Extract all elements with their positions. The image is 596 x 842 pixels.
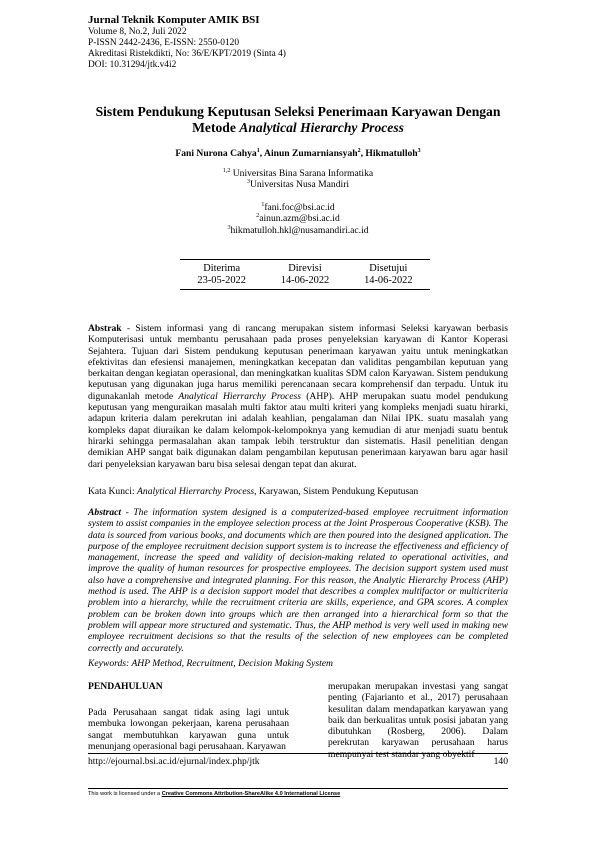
date-received bbox=[180, 263, 263, 287]
affiliation-2-text: Universitas Nusa Mandiri bbox=[249, 179, 350, 191]
date-value: 14-06-2022 bbox=[280, 275, 330, 286]
email-2[interactable] bbox=[88, 213, 508, 224]
email-2-sup: 2 bbox=[256, 213, 260, 220]
author-list bbox=[88, 148, 508, 159]
abstrak-text: - Sistem informasi yang di rancang merupakan sistem informasi Seleksi karyawan berbasis Komputerisasi untuk membantu perusahaan pada proses penyeleksian karyawan di Kantor Koperasi Sejahtera. Tujuan dari Sistem pendukung keputusan penerimaan karyawan yaitu untuk meningkatkan efektivitas dan efesiensi manajemen, meningkatkan kecepatan dan validitas pengambilan keputuan yang berkaitan dengan kegiatan operasional, dan meningkatkan kualitas SDM calon Karyawan. Sistem pendukung keputusan yang digunakan juga harus memiliki perencanaan secara komprehensif dan terpadu. Untuk itu digunakanlah metode bbox=[88, 323, 508, 402]
affiliation-2 bbox=[88, 179, 508, 190]
author-sep-2: , bbox=[360, 148, 366, 159]
author-2: Ainun Zumarniansyah bbox=[264, 148, 358, 159]
kata-kunci-rest: , Karyawan, Sistem Pendukung Keputusan bbox=[254, 486, 419, 497]
author-1-sup: 1 bbox=[256, 148, 260, 154]
date-value: 23-05-2022 bbox=[197, 275, 246, 286]
dates-table bbox=[180, 259, 430, 290]
date-label: Disetujui bbox=[369, 263, 408, 274]
date-label: Diterima bbox=[203, 263, 241, 274]
keywords: Keywords: AHP Method, Recruitment, Decision Making System bbox=[88, 658, 333, 669]
title-line-2 bbox=[60, 120, 536, 136]
affiliations bbox=[88, 168, 508, 191]
abstrak-label: Abstrak bbox=[88, 323, 122, 334]
date-value: 14-06-2022 bbox=[364, 275, 413, 286]
title-line-1: Sistem Pendukung Keputusan Seleksi Penerimaan Karyawan Dengan bbox=[95, 104, 501, 119]
page-footer bbox=[88, 756, 508, 767]
author-sep-1: , bbox=[259, 148, 265, 159]
journal-header bbox=[88, 14, 286, 71]
journal-volume: Volume 8, No.2, Juli 2022 bbox=[88, 27, 187, 37]
license-notice bbox=[88, 788, 508, 797]
section-heading: PENDAHULUAN bbox=[88, 681, 163, 692]
kata-kunci-italic: Analytical Hierrarchy Process bbox=[137, 486, 255, 497]
author-emails bbox=[88, 202, 508, 236]
email-2-text[interactable]: ainun.azm@bsi.ac.id bbox=[259, 213, 340, 225]
date-label: Direvisi bbox=[288, 263, 322, 274]
license-prefix: This work is licensed under a bbox=[88, 791, 162, 797]
abstrak-italic: Analytical Hierrarchy Process bbox=[178, 390, 301, 402]
journal-title: Jurnal Teknik Komputer AMIK BSI bbox=[88, 14, 260, 26]
email-3[interactable] bbox=[88, 225, 508, 236]
license-link[interactable]: Creative Commons Attribution-ShareAlike 4.0 International License bbox=[161, 791, 341, 797]
affiliation-1 bbox=[88, 168, 508, 179]
abstrak-paragraph bbox=[88, 323, 508, 470]
abstract-paragraph bbox=[88, 507, 508, 654]
author-1: Fani Nurona Cahya bbox=[175, 148, 257, 159]
date-accepted bbox=[347, 263, 430, 287]
author-3-sup: 3 bbox=[417, 148, 421, 154]
journal-doi: DOI: 10.31294/jtk.v4i2 bbox=[88, 60, 177, 70]
abstrak-text-2: (AHP). AHP merupakan suatu model pendukung keputusan yang menguraikan masalah multi faktor atau multi kriteri yang kompleks menjadi suatu hirarki, adapun kriteria dalam perekrutan ini adalah keahlian, pengalaman dan Nilai IPK. suatu masalah yang kompleks dapat diuraikan ke dalam kelompok-kelompoknya yang kemudian di atur menjadi suatu bentuk hirarki sehingga permasalahan akan tampak lebih terstruktur dan sistematis. Hasil penelitian dengan demikian AHP sangat baik digunakan dalam pengambilan keputusan penerimaan karyawan baru agar hasil dari penyeleksian karyawan baru bisa selesai dengan tepat dan akurat. bbox=[88, 390, 508, 470]
date-revised bbox=[263, 263, 346, 287]
paper-title bbox=[60, 104, 536, 136]
abstract-label: Abstract bbox=[88, 507, 122, 518]
journal-accreditation: Akreditasi Ristekdikti, No: 36/E/KPT/2019 (Sinta 4) bbox=[88, 49, 286, 59]
body-left-column: Pada Perusahaan sangat tidak asing lagi untuk membuka lowongan pekerjaan, karena perusahaan sangat membutuhkan karyawan guna untuk menunjang operasional bagi perusahaan. Karyawan bbox=[88, 707, 289, 752]
body-right-column: merupakan merupakan investasi yang sangat penting (Fajarianto et al., 2017) perusahaan kesulitan dalam mendapatkan karyawan yang baik dan berkualitas untuk posisi jabatan yang dibutuhkan (Rosberg, 2006). Dalam perekrutan karyawan perusahaan harus mempunyai test standar yang obyektif bbox=[328, 681, 508, 760]
email-3-text[interactable]: hikmatulloh.hkl@nusamandiri.ac.id bbox=[230, 224, 369, 236]
abstract-text: - The information system designed is a computerized-based employee recruitment information system to assist companies in the employee selection process at the Joint Prosperous Cooperative (KSB). The data is sourced from various books, and documents which are then poured into the designed application. The purpose of the employee recruitment decision support system is to increase the effectiveness and efficiency of management, increase the speed and validity of decision-making related to operational activities, and improve the quality of human resources for prospective employees. The decision support system used must also have a comprehensive and integrated planning. For this reason, the Analytic Hierarchy Process (AHP) method is used. The AHP is a decision support model that describes a complex multifactor or multicriteria problem into a hierarchy, while the recruitment criteria are skills, experience, and GPA scores. A complex problem can be broken down into groups which are then arranged into a hierarchical form so that the problem will appear more structured and systematic. Thus, the AHP method is very well used in making new employee recruitment decisions so that the results of the selection of new employees can be completed correctly and accurately. bbox=[88, 507, 508, 654]
email-1-text[interactable]: fani.foc@bsi.ac.id bbox=[264, 202, 335, 213]
affiliation-1-sup: 1,2 bbox=[222, 168, 231, 174]
title-prefix: Metode bbox=[192, 120, 240, 135]
author-2-sup: 2 bbox=[357, 148, 361, 154]
footer-divider bbox=[88, 753, 508, 754]
journal-issn: P-ISSN 2442-2436, E-ISSN: 2550-0120 bbox=[88, 38, 240, 48]
footer-url[interactable]: http://ejournal.bsi.ac.id/ejurnal/index.php/jtk bbox=[88, 756, 260, 767]
author-3: Hikmatulloh bbox=[365, 148, 418, 159]
title-italic: Analytical Hierarchy Process bbox=[239, 120, 404, 135]
kata-kunci-label: Kata Kunci: bbox=[88, 486, 138, 497]
email-1-sup: 1 bbox=[261, 202, 265, 208]
page-number: 140 bbox=[493, 756, 508, 767]
affiliation-1-text: Universitas Bina Sarana Informatika bbox=[230, 168, 374, 179]
email-1[interactable] bbox=[88, 202, 508, 213]
email-3-sup: 3 bbox=[227, 224, 231, 231]
kata-kunci bbox=[88, 486, 508, 497]
affiliation-2-sup: 3 bbox=[246, 179, 250, 186]
